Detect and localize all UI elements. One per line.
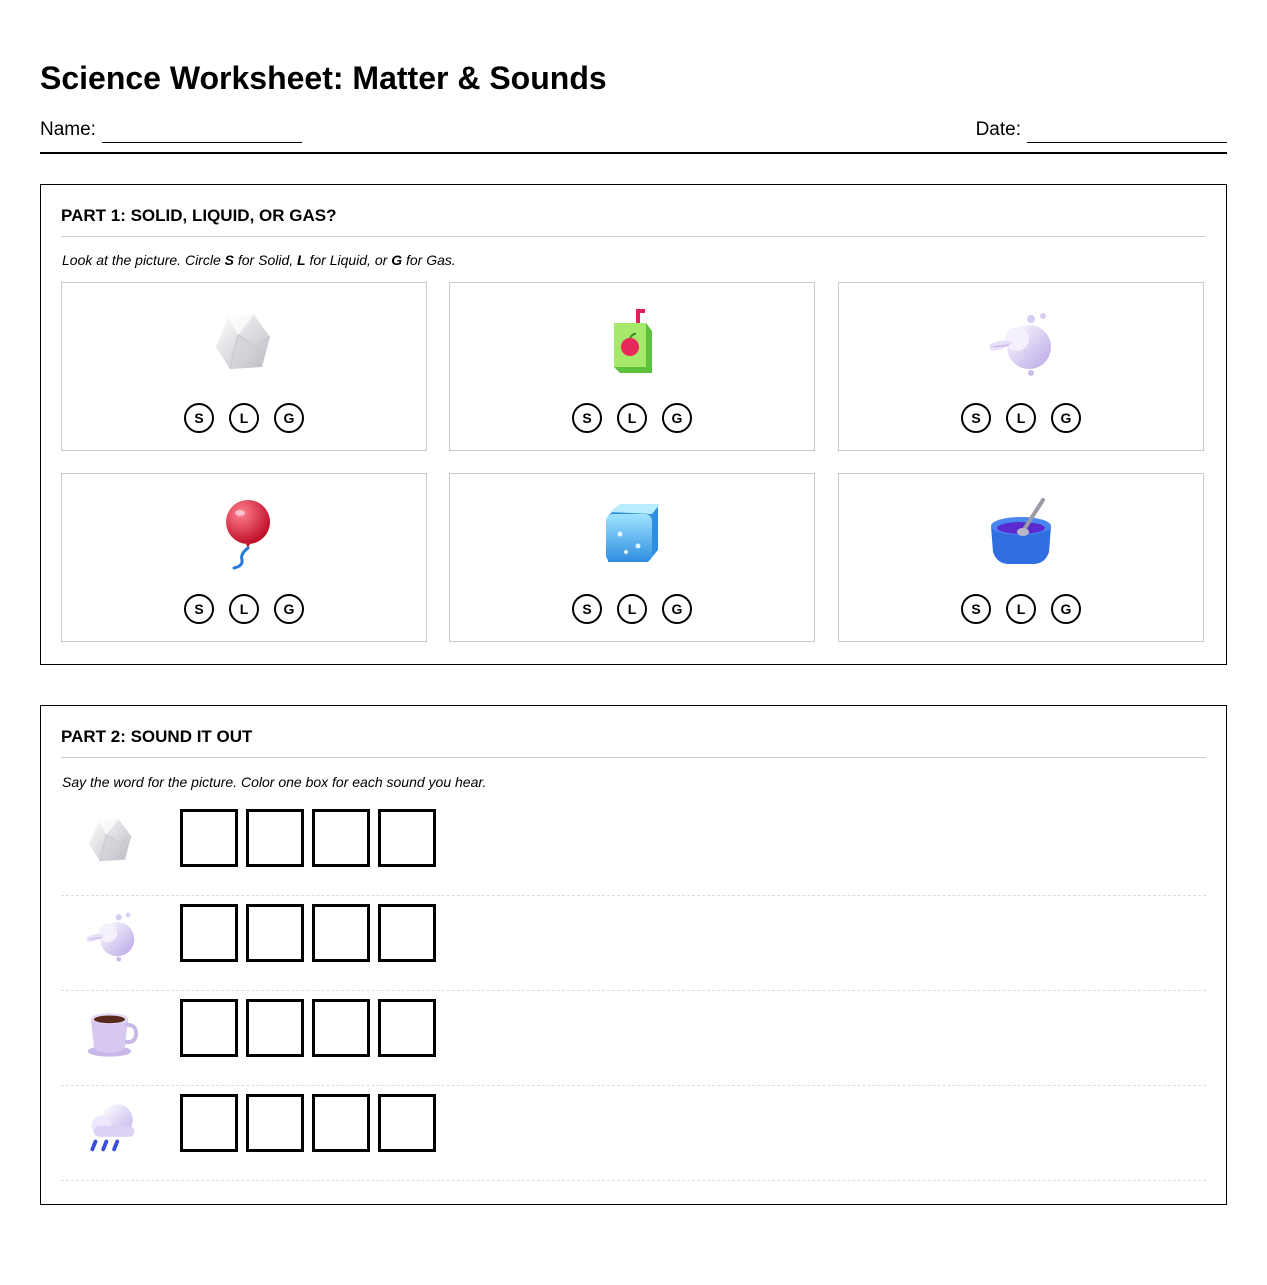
sound-box[interactable]: [246, 904, 304, 962]
part1-section: [40, 184, 1227, 665]
header-divider: [40, 152, 1227, 154]
sound-box[interactable]: [312, 999, 370, 1057]
part1-title: PART 1: SOLID, LIQUID, OR GAS?: [61, 206, 337, 225]
date-label: Date:: [975, 119, 1021, 140]
rain-cloud-icon: [83, 1098, 139, 1154]
sound-box[interactable]: [246, 809, 304, 867]
part2-title: PART 2: SOUND IT OUT: [61, 727, 253, 746]
matter-card-3: [838, 282, 1204, 451]
matter-card-4: [61, 473, 427, 642]
bowl-with-spoon-icon: [985, 498, 1057, 570]
sound-box[interactable]: [246, 1094, 304, 1152]
matter-card-6: [838, 473, 1204, 642]
choice-solid[interactable]: S: [184, 594, 214, 624]
matter-card-2: [449, 282, 815, 451]
sound-box[interactable]: [312, 809, 370, 867]
choice-group: [450, 594, 814, 624]
sound-row-3: [61, 991, 1206, 1086]
sound-box[interactable]: [378, 999, 436, 1057]
date-field-group: [976, 117, 1227, 143]
part1-instructions-text: for Gas.: [402, 252, 456, 268]
part1-instructions: [62, 251, 456, 269]
choice-gas[interactable]: G: [274, 594, 304, 624]
sound-box[interactable]: [246, 999, 304, 1057]
ice-cube-icon: [596, 498, 668, 570]
rock-icon: [83, 813, 139, 869]
hot-drink-cup-icon: [83, 1003, 139, 1059]
matter-card-5: [449, 473, 815, 642]
name-label: Name:: [40, 119, 96, 140]
sound-row-2: [61, 896, 1206, 991]
page-title: Science Worksheet: Matter & Sounds: [40, 60, 607, 96]
date-blank-line[interactable]: [1027, 124, 1227, 143]
choice-liquid[interactable]: L: [229, 403, 259, 433]
part2-instructions: Say the word for the picture. Color one box for each sound you hear.: [62, 774, 487, 790]
choice-gas[interactable]: G: [662, 403, 692, 433]
choice-liquid[interactable]: L: [1006, 403, 1036, 433]
sound-row-4: [61, 1086, 1206, 1181]
sound-box[interactable]: [312, 904, 370, 962]
sound-boxes: [180, 999, 436, 1057]
name-field-group: [40, 117, 302, 143]
choice-solid[interactable]: S: [961, 594, 991, 624]
sound-box[interactable]: [180, 904, 238, 962]
juice-box-icon: [596, 307, 668, 379]
sound-boxes: [180, 809, 436, 867]
choice-solid[interactable]: S: [572, 594, 602, 624]
choice-group: [62, 594, 426, 624]
sound-box[interactable]: [180, 999, 238, 1057]
sound-boxes: [180, 1094, 436, 1152]
choice-gas[interactable]: G: [1051, 594, 1081, 624]
sound-boxes: [180, 904, 436, 962]
choice-group: [839, 594, 1203, 624]
part1-instructions-text: Look at the picture. Circle: [62, 252, 225, 268]
steam-puff-icon: [83, 908, 139, 964]
part1-instructions-text: for Liquid, or: [305, 252, 392, 268]
part1-divider: [61, 236, 1206, 237]
part1-instructions-text: for Solid,: [233, 252, 298, 268]
sound-box[interactable]: [180, 1094, 238, 1152]
sound-box[interactable]: [378, 904, 436, 962]
part2-divider: [61, 757, 1206, 758]
sound-box[interactable]: [378, 1094, 436, 1152]
choice-gas[interactable]: G: [662, 594, 692, 624]
choice-liquid[interactable]: L: [617, 594, 647, 624]
part1-instructions-s: S: [224, 252, 234, 268]
choice-liquid[interactable]: L: [617, 403, 647, 433]
sound-box[interactable]: [180, 809, 238, 867]
part1-instructions-l: L: [297, 252, 306, 268]
choice-solid[interactable]: S: [184, 403, 214, 433]
sound-box[interactable]: [378, 809, 436, 867]
sound-box[interactable]: [312, 1094, 370, 1152]
choice-gas[interactable]: G: [1051, 403, 1081, 433]
name-blank-line[interactable]: [102, 124, 302, 143]
student-info-row: [40, 117, 1227, 143]
choice-liquid[interactable]: L: [1006, 594, 1036, 624]
choice-gas[interactable]: G: [274, 403, 304, 433]
sound-row-1: [61, 801, 1206, 896]
choice-liquid[interactable]: L: [229, 594, 259, 624]
rock-icon: [208, 307, 280, 379]
choice-solid[interactable]: S: [572, 403, 602, 433]
choice-group: [839, 403, 1203, 433]
choice-group: [450, 403, 814, 433]
choice-solid[interactable]: S: [961, 403, 991, 433]
steam-puff-icon: [985, 307, 1057, 379]
balloon-icon: [208, 498, 280, 570]
choice-group: [62, 403, 426, 433]
part2-section: [40, 705, 1227, 1205]
part1-instructions-g: G: [391, 252, 403, 268]
matter-card-1: [61, 282, 427, 451]
